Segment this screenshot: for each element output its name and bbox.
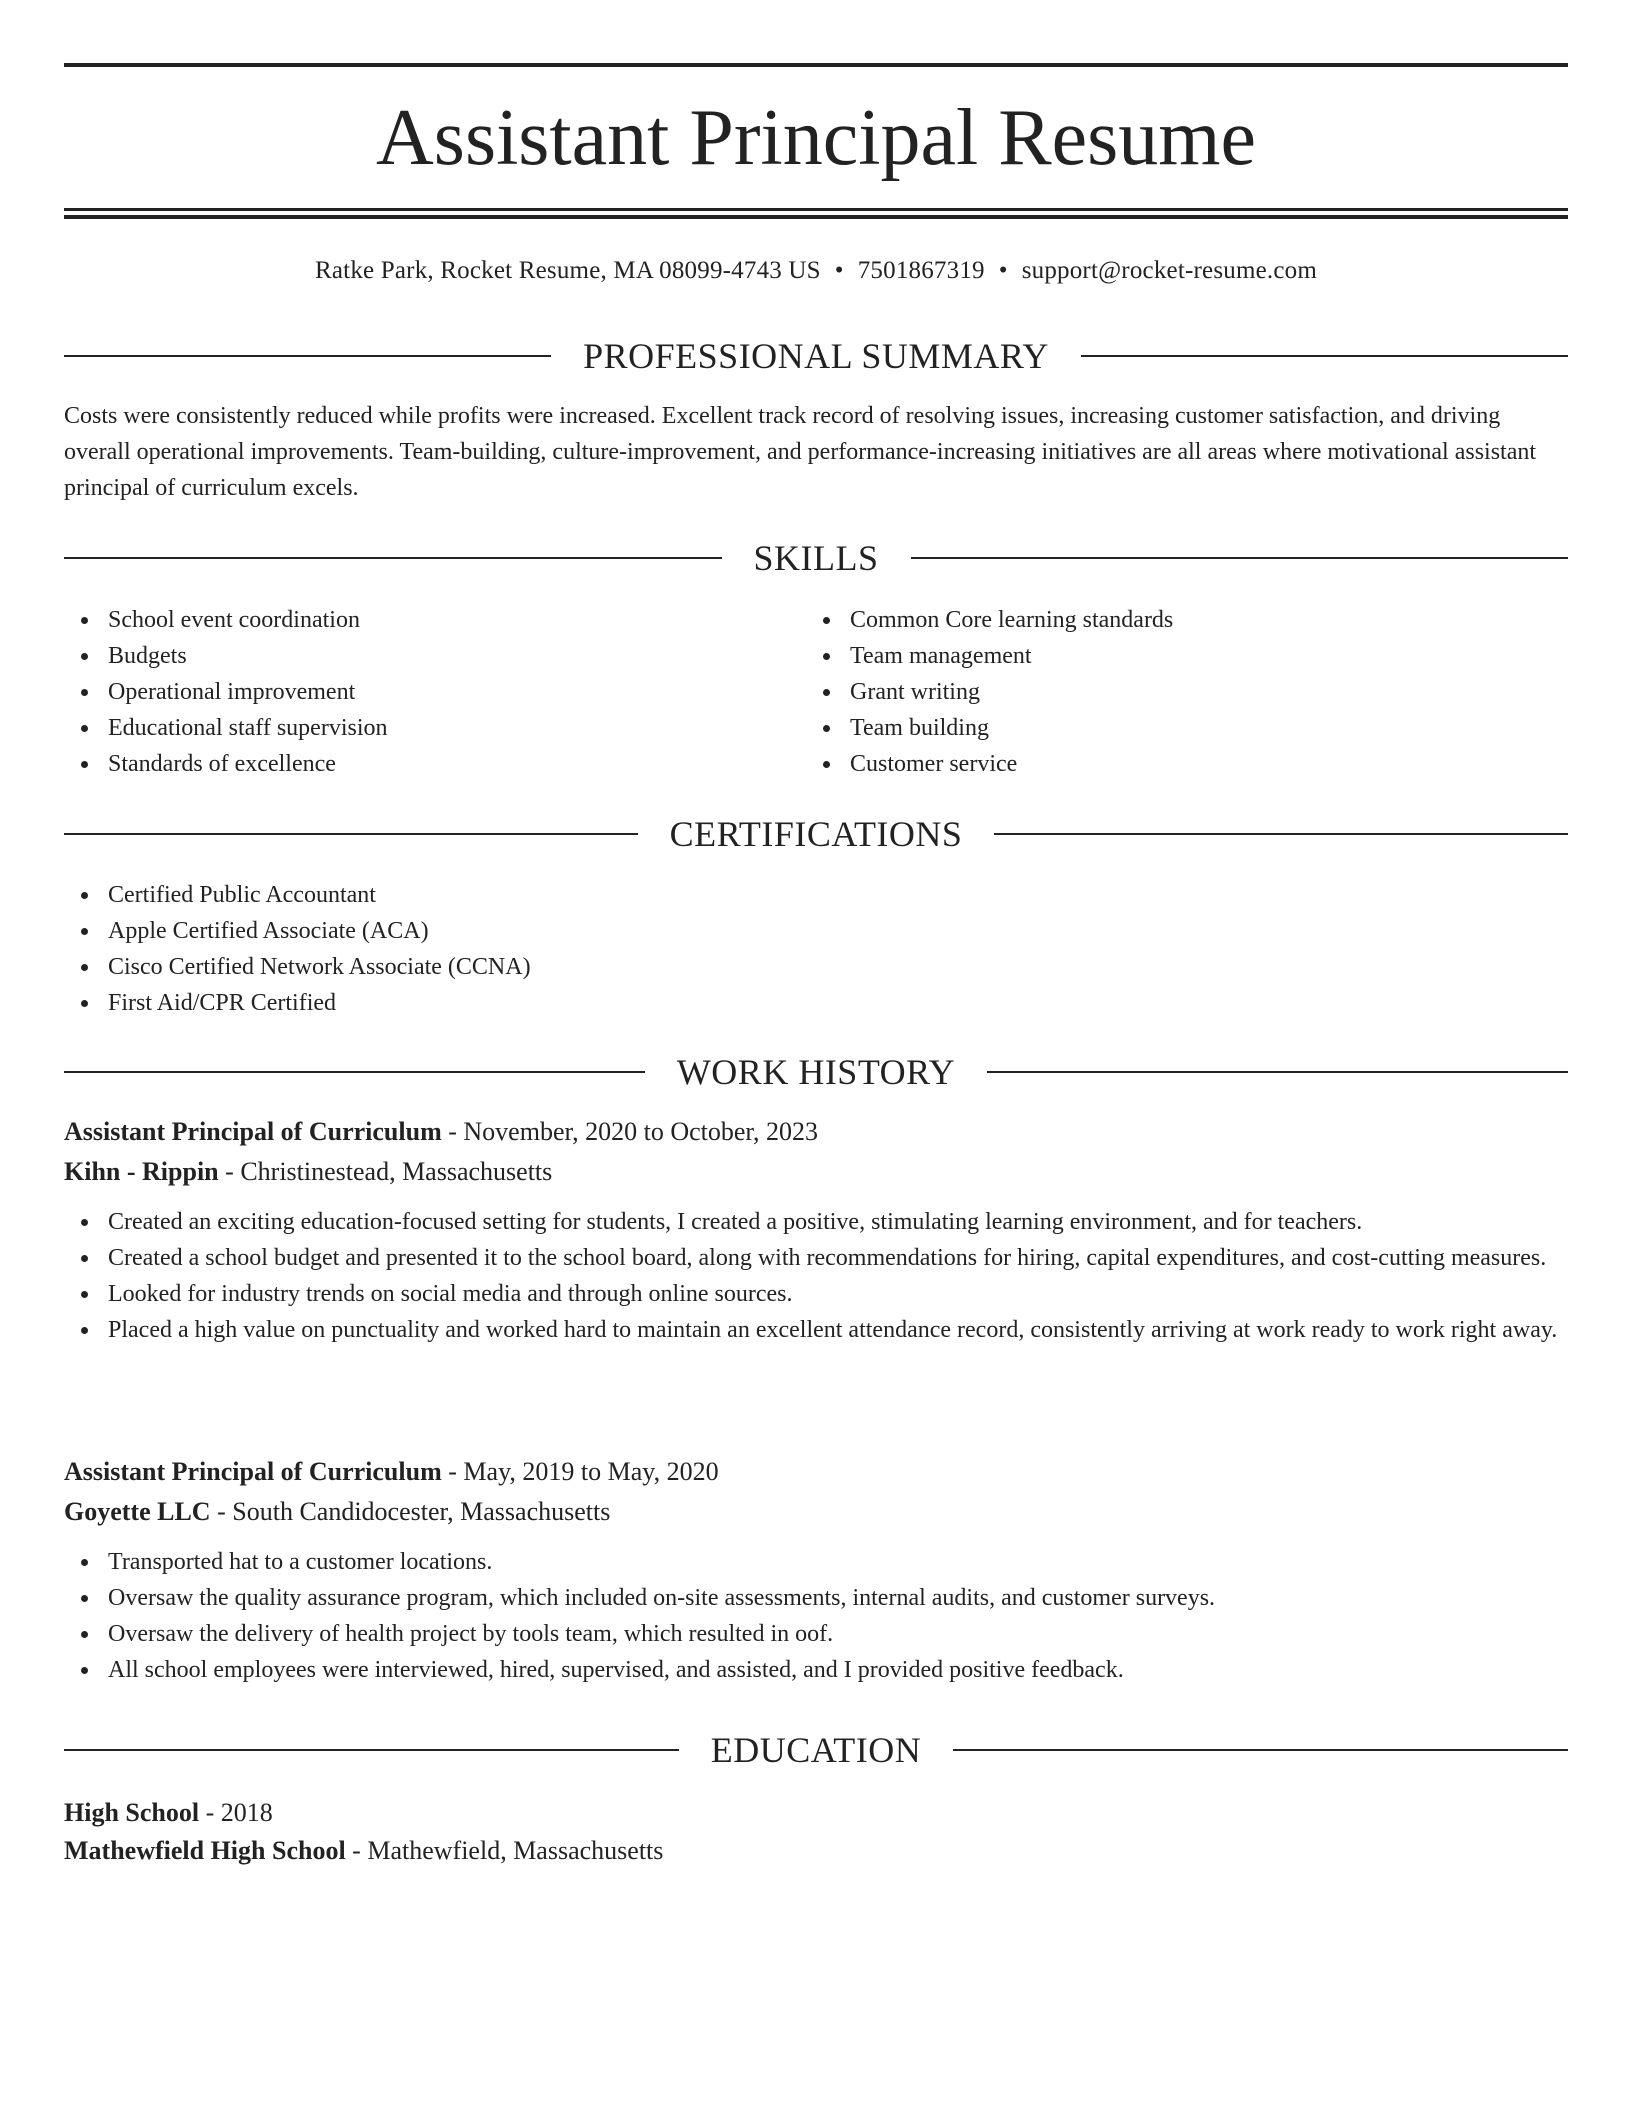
divider — [953, 1749, 1568, 1751]
section-title: EDUCATION — [710, 1730, 922, 1770]
job-dates: May, 2019 to May, 2020 — [463, 1457, 719, 1486]
contact-address: Ratke Park, Rocket Resume, MA 08099-4743 US — [315, 257, 821, 284]
job-bullet: Placed a high value on punctuality and worked hard to maintain an excellent attendance record, consistently arriving at work ready to work right away. — [64, 1312, 1568, 1348]
skill-item: Budgets — [64, 638, 804, 674]
skill-item: Team building — [806, 710, 1546, 746]
skill-item: School event coordination — [64, 602, 804, 638]
dash: - — [199, 1798, 221, 1827]
divider — [64, 833, 638, 835]
contact-separator: • — [998, 257, 1008, 284]
section-title: PROFESSIONAL SUMMARY — [583, 336, 1049, 376]
skills-list-left — [64, 602, 804, 782]
dash: - — [218, 1157, 241, 1186]
job-entry — [64, 1112, 1568, 1348]
job-bullet: Looked for industry trends on social media and through online sources. — [64, 1276, 1568, 1312]
education-location: Mathewfield, Massachusetts — [367, 1836, 664, 1865]
job-bullet: Transported hat to a customer locations. — [64, 1544, 1568, 1580]
section-title: WORK HISTORY — [676, 1052, 956, 1092]
skill-item: Grant writing — [806, 674, 1546, 710]
section-header-summary — [64, 334, 1568, 378]
job-location: South Candidocester, Massachusetts — [232, 1497, 611, 1526]
certifications-list — [64, 877, 1568, 1021]
job-bullet: Oversaw the quality assurance program, which included on-site assessments, internal audits, and customer surveys. — [64, 1580, 1568, 1616]
section-header-work-history — [64, 1050, 1568, 1094]
job-company-line — [64, 1492, 1568, 1532]
job-title: Assistant Principal of Curriculum — [64, 1117, 442, 1146]
job-bullet: Created an exciting education-focused setting for students, I created a positive, stimulating learning environment, and for teachers. — [64, 1204, 1568, 1240]
job-bullet: Oversaw the delivery of health project by tools team, which resulted in oof. — [64, 1616, 1568, 1652]
dash: - — [210, 1497, 233, 1526]
skill-item: Operational improvement — [64, 674, 804, 710]
divider — [64, 1071, 645, 1073]
job-location: Christinestead, Massachusetts — [240, 1157, 553, 1186]
certification-item: Cisco Certified Network Associate (CCNA) — [64, 949, 1568, 985]
summary-paragraph: Costs were consistently reduced while profits were increased. Excellent track record of resolving issues, increasing customer satisfaction, and driving overall operational improvements. Team-building, culture-improvement, and performance-increasing initiatives are all areas where motivational assistant principal of curriculum excels. — [64, 403, 1537, 501]
education-degree: High School — [64, 1798, 200, 1827]
education-school: Mathewfield High School — [64, 1836, 346, 1865]
divider — [64, 557, 722, 559]
contact-phone: 7501867319 — [857, 257, 985, 284]
section-title: CERTIFICATIONS — [669, 814, 963, 854]
certification-item: Certified Public Accountant — [64, 877, 1568, 913]
resume-title: Assistant Principal Resume — [376, 94, 1256, 182]
divider — [911, 557, 1569, 559]
contact-separator: • — [834, 257, 844, 284]
section-header-education — [64, 1728, 1568, 1772]
dash: - — [441, 1117, 464, 1146]
job-bullets — [64, 1544, 1568, 1688]
job-bullet: Created a school budget and presented it to the school board, along with recommendations for hiring, capital expenditures, and cost-cutting measures. — [64, 1240, 1568, 1276]
education-year: 2018 — [220, 1798, 273, 1827]
section-header-certifications — [64, 812, 1568, 856]
job-bullets — [64, 1204, 1568, 1348]
divider — [64, 355, 551, 357]
job-company-line — [64, 1152, 1568, 1192]
contact-email: support@rocket-resume.com — [1021, 257, 1317, 284]
job-company: Goyette LLC — [64, 1497, 211, 1526]
skill-item: Customer service — [806, 746, 1546, 782]
job-bullet: All school employees were interviewed, hired, supervised, and assisted, and I provided positive feedback. — [64, 1652, 1568, 1688]
certification-item: Apple Certified Associate (ACA) — [64, 913, 1568, 949]
title-rule-upper — [64, 208, 1568, 211]
education-entry — [64, 1794, 1568, 1870]
job-entry — [64, 1452, 1568, 1688]
divider — [994, 833, 1568, 835]
skill-item: Educational staff supervision — [64, 710, 804, 746]
divider — [64, 1749, 679, 1751]
education-degree-line — [64, 1794, 1568, 1832]
divider — [987, 1071, 1568, 1073]
job-title-line — [64, 1112, 1568, 1152]
divider — [1081, 355, 1568, 357]
job-title: Assistant Principal of Curriculum — [64, 1457, 442, 1486]
skill-item: Standards of excellence — [64, 746, 804, 782]
skill-item: Common Core learning standards — [806, 602, 1546, 638]
job-dates: November, 2020 to October, 2023 — [463, 1117, 819, 1146]
job-company: Kihn - Rippin — [64, 1157, 219, 1186]
title-rule-lower — [64, 215, 1568, 219]
dash: - — [345, 1836, 368, 1865]
skills-list-right — [806, 602, 1546, 782]
education-school-line — [64, 1832, 1568, 1870]
contact-line — [64, 254, 1568, 288]
job-title-line — [64, 1452, 1568, 1492]
section-title: SKILLS — [753, 538, 879, 578]
certification-item: First Aid/CPR Certified — [64, 985, 1568, 1021]
top-rule — [64, 63, 1568, 67]
skill-item: Team management — [806, 638, 1546, 674]
dash: - — [441, 1457, 464, 1486]
section-header-skills — [64, 536, 1568, 580]
